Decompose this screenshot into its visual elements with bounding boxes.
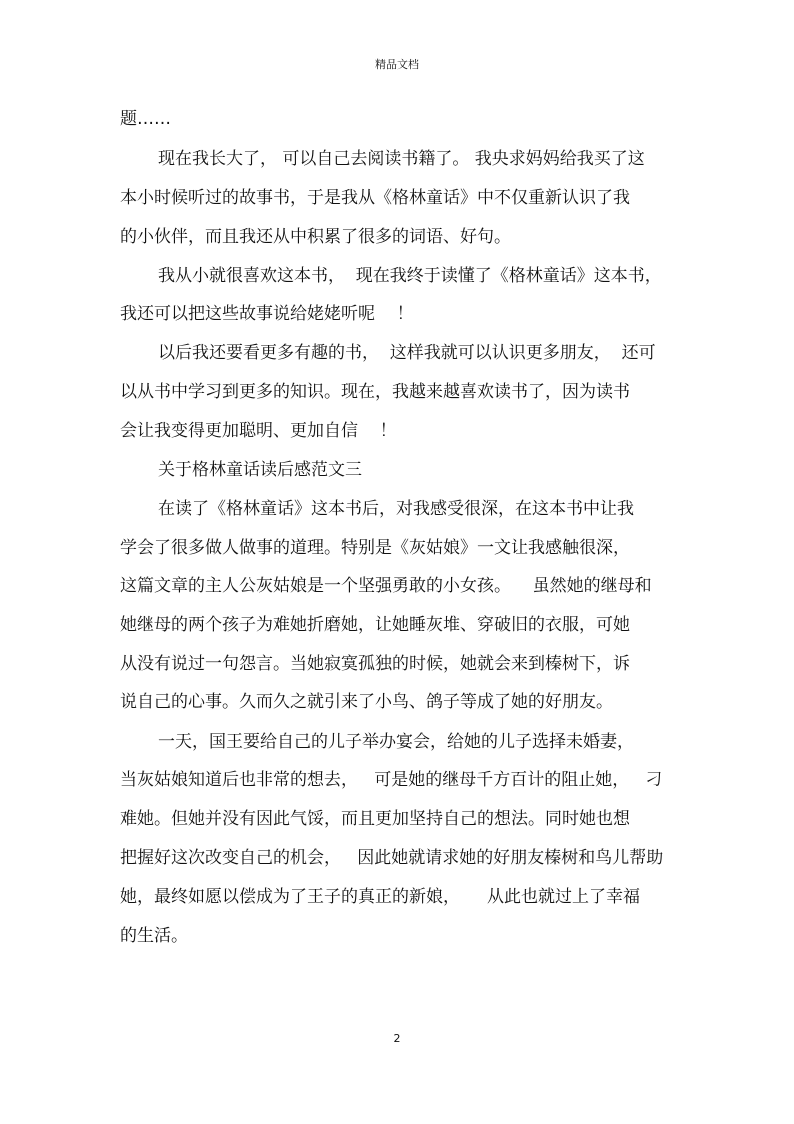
text-line-8: 以从书中学习到更多的知识。现在，我越来越喜欢读书了，因为读书	[120, 382, 630, 402]
text-line-6: 我还可以把这些故事说给姥姥听呢 ！	[120, 304, 414, 324]
text-line-21: 她，最终如愿以偿成为了王子的真正的新娘， 从此也就过上了幸福	[120, 887, 641, 907]
page-number: 2	[393, 1032, 401, 1045]
text-line-11: 在读了《格林童话》这本书后，对我感受很深，在这本书中让我	[158, 499, 634, 519]
text-line-15: 从没有说过一句怨言。当她寂寞孤独的时候，她就会来到榛树下，诉	[120, 654, 630, 674]
text-line-14: 她继母的两个孩子为难她折磨她，让她睡灰堆、穿破旧的衣服，可她	[120, 615, 630, 635]
text-line-22: 的生活。	[120, 926, 188, 946]
text-line-3: 本小时候听过的故事书，于是我从《格林童话》中不仅重新认识了我	[120, 188, 630, 208]
text-line-13: 这篇文章的主人公灰姑娘是一个坚强勇敢的小女孩。 虽然她的继母和	[120, 576, 652, 596]
text-line-4: 的小伙伴，而且我还从中积累了很多的词语、好句。	[120, 227, 511, 247]
text-line-2: 现在我长大了， 可以自己去阅读书籍了。 我央求妈妈给我买了这	[158, 149, 645, 169]
section-heading: 关于格林童话读后感范文三	[158, 460, 362, 480]
text-line-17: 一天，国王要给自己的儿子举办宴会，给她的儿子选择未婚妻，	[158, 732, 634, 752]
text-line-9: 会让我变得更加聪明、更加自信 ！	[120, 421, 397, 441]
text-line-7: 以后我还要看更多有趣的书， 这样我就可以认识更多朋友， 还可	[158, 343, 656, 363]
text-line-16: 说自己的心事。久而久之就引来了小鸟、鸽子等成了她的好朋友。	[120, 692, 613, 712]
text-line-12: 学会了很多做人做事的道理。特别是《灰姑娘》一文让我感触很深，	[120, 538, 630, 558]
text-line-19: 难她。但她并没有因此气馁，而且更加坚持自己的想法。同时她也想	[120, 809, 630, 829]
text-line-18: 当灰姑娘知道后也非常的想去， 可是她的继母千方百计的阻止她， 刁	[120, 770, 663, 790]
text-line-5: 我从小就很喜欢这本书， 现在我终于读懂了《格林童话》这本书，	[158, 266, 662, 286]
text-line-20: 把握好这次改变自己的机会， 因此她就请求她的好朋友榛树和鸟儿帮助	[120, 848, 664, 868]
page-header: 精品文档	[375, 58, 419, 71]
text-line-1: 题……	[120, 109, 171, 129]
